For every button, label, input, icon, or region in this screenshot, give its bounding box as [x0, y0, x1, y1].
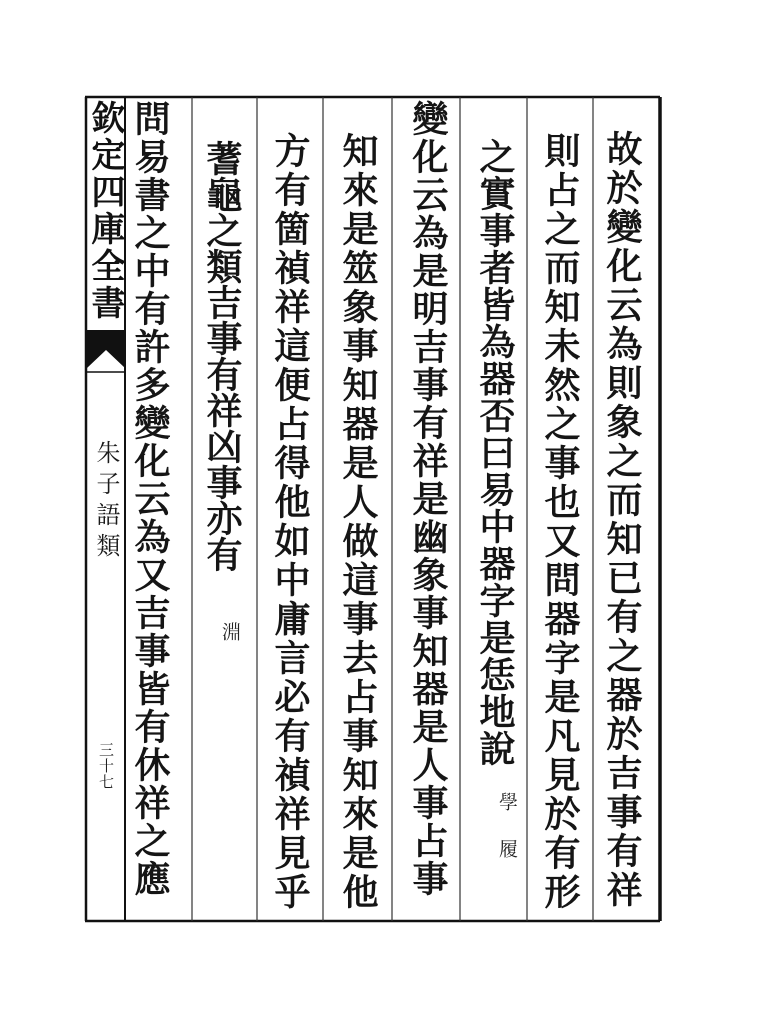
text-column-7: 蓍龜之類吉事有祥凶事亦有 [201, 140, 243, 572]
book-title: 欽定四庫全書 [85, 100, 125, 322]
text-column-3: 之實事者皆為器否曰易中器字是恁地說 [474, 138, 516, 767]
text-column-2: 則占之而知未然之事也又問器字是凡見於有形 [539, 132, 581, 912]
text-column-1: 故於變化云為則象之而知已有之器於吉事有祥 [601, 130, 643, 910]
section-title: 朱子語類 [92, 440, 120, 564]
text-column-8: 問易書之中有許多變化云為又吉事皆有休祥之應 [129, 100, 171, 898]
text-column-5: 知來是筮象事知器是人做這事去占事知來是他 [337, 132, 379, 912]
recorder-note: 淵 [219, 622, 241, 641]
text-column-6: 方有箇禎祥這便占得他如中庸言必有禎祥見乎 [269, 132, 311, 912]
fishtail-mark [87, 330, 125, 368]
recorder-note: 學履 [496, 792, 518, 886]
page-number: 三十七 [97, 742, 115, 790]
text-column-4: 變化云為是明吉事有祥是幽象事知器是人事占事 [407, 100, 449, 898]
